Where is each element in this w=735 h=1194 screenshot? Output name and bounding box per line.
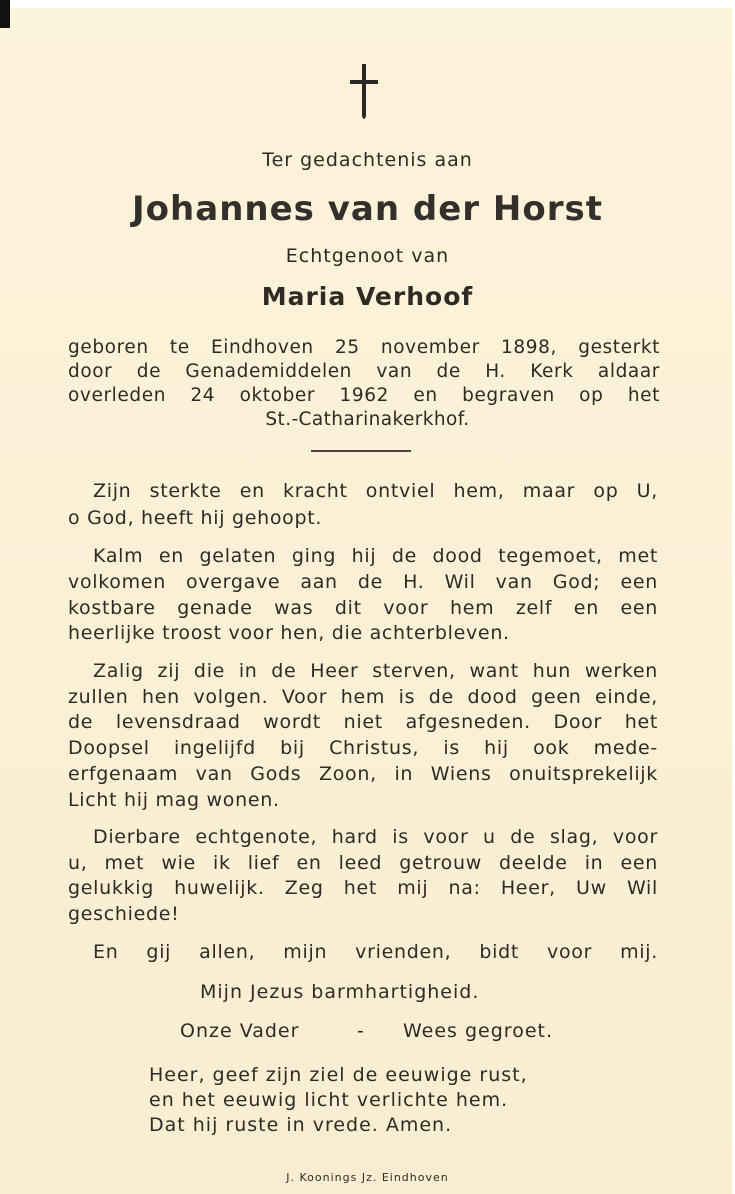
intro-text: Ter gedachtenis aan — [262, 149, 473, 171]
bio-line: overleden 24 oktober 1962 en begraven op het — [68, 385, 660, 406]
invocation-text: Mijn Jezus barmhartigheid. — [200, 981, 480, 1003]
latin-cross-icon — [344, 62, 384, 124]
printer-credit: J. Koonings Jz. Eindhoven — [286, 1171, 449, 1184]
paragraph-line: u, met wie ik lief en leed getrouw deelde in een — [68, 852, 658, 874]
paragraph-line: Doopsel ingelijfd bij Christus, is hij ook mede- — [68, 737, 658, 759]
paragraph-line: Zalig zij die in de Heer sterven, want hun werken — [93, 660, 658, 682]
paragraph-line: gelukkig huwelijk. Zeg het mij na: Heer, Uw Wil — [68, 877, 658, 899]
bio-line: door de Genademiddelen van de H. Kerk aldaar — [68, 361, 660, 382]
paragraph-line: de levensdraad wordt niet afgesneden. Door het — [68, 711, 658, 733]
divider-rule — [311, 450, 411, 452]
deceased-name: Johannes van der Horst — [132, 189, 603, 229]
paragraph-line: kostbare genade was dit voor hem zelf en een — [68, 597, 658, 619]
paragraph-line: heerlijke troost voor hen, die achterbleven. — [68, 622, 510, 644]
paragraph-line: Kalm en gelaten ging hij de dood tegemoet, met — [93, 545, 658, 567]
spouse-label: Echtgenoot van — [285, 245, 450, 267]
paragraph-line: volkomen overgave aan de H. Wil van God; een — [68, 571, 658, 593]
closing-line: en het eeuwig licht verlichte hem. — [149, 1089, 509, 1111]
paragraph-line: geschiede! — [68, 903, 180, 925]
paragraph-line: erfgenaam van Gods Zoon, in Wiens onuitsprekelijk — [68, 763, 658, 785]
scan-top-edge — [0, 0, 735, 8]
paragraph-line: o God, heeft hij gehoopt. — [68, 507, 323, 529]
paragraph-friends: En gij allen, mijn vrienden, bidt voor mij. — [93, 941, 658, 963]
bio-line: St.-Catharinakerkhof. — [265, 409, 470, 430]
prayer-separator: - — [357, 1020, 365, 1042]
closing-line: Heer, geef zijn ziel de eeuwige rust, — [149, 1064, 528, 1086]
paragraph-line: Zijn sterkte en kracht ontviel hem, maar op U, — [93, 480, 658, 502]
paragraph-line: Licht hij mag wonen. — [68, 789, 280, 811]
paragraph-line: zullen hen volgen. Voor hem is de dood geen einde, — [68, 686, 658, 708]
prayer-hail-mary: Wees gegroet. — [403, 1020, 553, 1042]
closing-line: Dat hij ruste in vrede. Amen. — [149, 1114, 453, 1136]
prayer-our-father: Onze Vader — [180, 1020, 300, 1042]
spouse-name: Maria Verhoof — [261, 282, 474, 311]
paragraph-line: Dierbare echtgenote, hard is voor u de slag, voor — [93, 826, 658, 848]
bio-line: geboren te Eindhoven 25 november 1898, gesterkt — [68, 337, 660, 358]
scan-corner-mark — [0, 0, 10, 28]
